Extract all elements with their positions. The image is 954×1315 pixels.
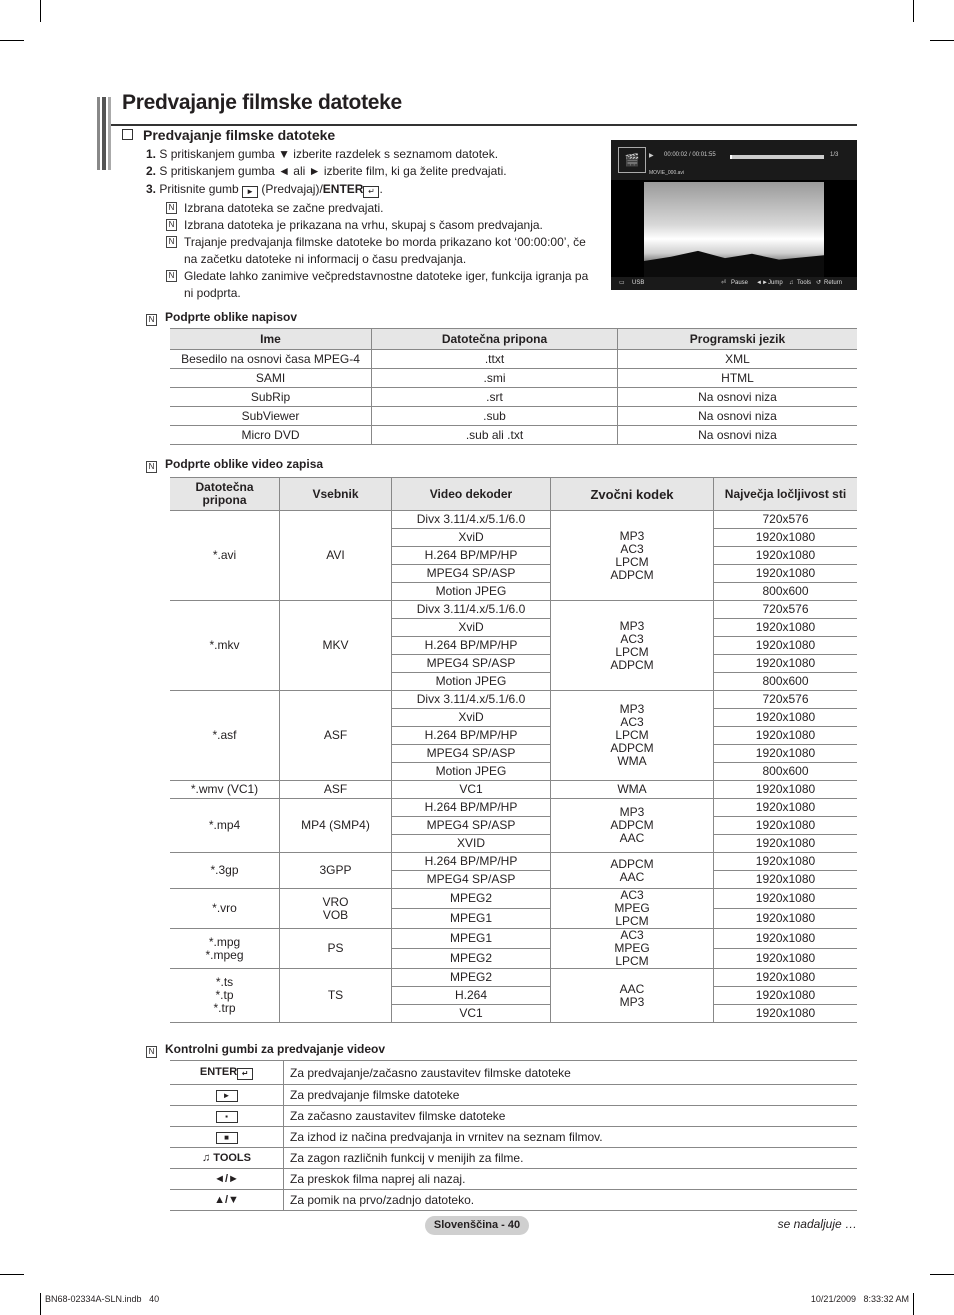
note-1: N Izbrana datoteka se začne predvajati. (166, 200, 596, 217)
video-decoder-cell: XVID (392, 835, 551, 853)
audio-codec-cell: AAC MP3 (551, 969, 714, 1023)
pause-button-icon: ▪ (216, 1111, 238, 1123)
table-row: ▲/▼ Za pomik na prvo/zadnjo datoteko. (170, 1190, 857, 1211)
crop-mark (0, 40, 24, 41)
audio-codec-cell: AC3 MPEG LPCM (551, 889, 714, 929)
column-header: Ime (170, 329, 372, 350)
player-filename: MOVIE_000.avi (649, 170, 685, 176)
table-row: ► Za predvajanje filmske datoteke (170, 1085, 857, 1106)
table-row: SubRip .srt Na osnovi niza (170, 388, 857, 407)
stop-button-icon: ■ (216, 1132, 238, 1144)
crop-mark (913, 0, 914, 22)
subtitles-heading: N Podprte oblike napisov (146, 310, 297, 326)
column-header: Vsebnik (280, 478, 392, 511)
note-icon: N (146, 314, 157, 326)
crop-mark (930, 1274, 954, 1275)
table-row: ■ Za izhod iz načina predvajanja in vrnitev na seznam filmov. (170, 1127, 857, 1148)
crop-mark (40, 0, 41, 22)
audio-codec-cell: ADPCM AAC (551, 853, 714, 889)
resolution-cell: 800x600 (714, 583, 858, 601)
audio-codec-cell: MP3 AC3 LPCM ADPCM (551, 511, 714, 601)
player-time: 00:00:02 / 00:01:55 (664, 152, 716, 158)
file-extension-cell: *.asf (170, 691, 280, 781)
player-pause-hint: Pause (731, 280, 749, 286)
resolution-cell: 1920x1080 (714, 727, 858, 745)
resolution-cell: 1920x1080 (714, 871, 858, 889)
return-hint-icon: ↺ (816, 280, 822, 286)
resolution-cell: 1920x1080 (714, 799, 858, 817)
table-row (170, 853, 857, 871)
resolution-cell: 720x576 (714, 511, 858, 529)
table-row (170, 601, 857, 619)
page-number: Slovenščina - 40 (425, 1216, 529, 1235)
resolution-cell: 1920x1080 (714, 1005, 858, 1023)
video-decoder-cell: MPEG2 (392, 969, 551, 987)
audio-codec-cell: MP3 ADPCM AAC (551, 799, 714, 853)
crop-mark (0, 1274, 24, 1275)
resolution-cell: 1920x1080 (714, 619, 858, 637)
file-extension-cell: *.ts *.tp *.trp (170, 969, 280, 1023)
file-extension-cell: *.mpg *.mpeg (170, 929, 280, 969)
resolution-cell: 1920x1080 (714, 547, 858, 565)
video-decoder-cell: MPEG4 SP/ASP (392, 745, 551, 763)
subtitles-table (170, 328, 857, 445)
video-decoder-cell: MPEG4 SP/ASP (392, 817, 551, 835)
enter-key-icon: ↵ (363, 186, 379, 198)
video-decoder-cell: MPEG4 SP/ASP (392, 655, 551, 673)
table-row: ◄/► Za preskok filma naprej ali nazaj. (170, 1169, 857, 1190)
resolution-cell: 1920x1080 (714, 853, 858, 871)
left-right-keys: ◄/► (170, 1169, 284, 1190)
column-header: Datotečna pripona (372, 329, 618, 350)
step-2: 2. S pritiskanjem gumba ◄ ali ► izberite film, ki ga želite predvajati. (146, 164, 507, 178)
enter-key: ENTER ↵ (170, 1061, 284, 1085)
note-icon: N (166, 270, 177, 282)
resolution-cell: 1920x1080 (714, 949, 858, 969)
resolution-cell: 1920x1080 (714, 655, 858, 673)
note-icon: N (166, 236, 177, 248)
audio-codec-cell: AC3 MPEG LPCM (551, 929, 714, 969)
resolution-cell: 1920x1080 (714, 565, 858, 583)
note-3: N Trajanje predvajanja filmske datoteke bo morda prikazano kot ‘00:00:00’, če na začetku datoteke ni informacij o času predvajanja. (166, 234, 596, 268)
video-decoder-cell: H.264 BP/MP/HP (392, 853, 551, 871)
container-cell: MKV (280, 601, 392, 691)
pause-hint-icon: ⏎ (721, 280, 727, 286)
video-decoder-cell: H.264 (392, 987, 551, 1005)
video-decoder-cell: MPEG4 SP/ASP (392, 565, 551, 583)
resolution-cell: 720x576 (714, 691, 858, 709)
continued-note: se nadaljuje … (777, 1217, 857, 1231)
video-decoder-cell: VC1 (392, 1005, 551, 1023)
up-down-keys: ▲/▼ (170, 1190, 284, 1211)
video-decoder-cell: Motion JPEG (392, 583, 551, 601)
checkbox-bullet-icon (122, 129, 133, 140)
player-progress-bar (730, 155, 824, 159)
table-row (170, 691, 857, 709)
container-cell: PS (280, 929, 392, 969)
film-reel-icon: 🎬 (618, 147, 646, 173)
section-heading-text: Predvajanje filmske datoteke (143, 127, 336, 143)
video-decoder-cell: H.264 BP/MP/HP (392, 547, 551, 565)
container-cell: 3GPP (280, 853, 392, 889)
resolution-cell: 1920x1080 (714, 529, 858, 547)
resolution-cell: 1920x1080 (714, 637, 858, 655)
video-decoder-cell: Motion JPEG (392, 763, 551, 781)
container-cell: TS (280, 969, 392, 1023)
file-extension-cell: *.avi (170, 511, 280, 601)
resolution-cell: 1920x1080 (714, 745, 858, 763)
resolution-cell: 720x576 (714, 601, 858, 619)
jump-hint-icon: ◄► (756, 280, 768, 286)
column-header: Največja ločljivost sti (714, 478, 858, 511)
note-4: N Gledate lahko zanimive večpredstavnostne datoteke iger, funkcija igranja pa ni podprta. (166, 268, 596, 302)
video-decoder-cell: MPEG4 SP/ASP (392, 871, 551, 889)
video-formats-table (170, 477, 857, 1023)
player-bottom-bar (611, 277, 857, 290)
imprint-file: BN68-02334A-SLN.indb 40 (45, 1294, 160, 1304)
resolution-cell: 1920x1080 (714, 709, 858, 727)
step-3: 3. Pritisnite gumb ► (Predvajaj)/ENTER ↵ . (146, 182, 383, 196)
table-row: SubViewer .sub Na osnovi niza (170, 407, 857, 426)
player-jump-hint: Jump (768, 280, 783, 286)
player-screenshot (611, 140, 857, 290)
video-decoder-cell: H.264 BP/MP/HP (392, 727, 551, 745)
container-cell: ASF (280, 691, 392, 781)
note-icon: N (166, 219, 177, 231)
imprint-date: 10/21/2009 8:33:32 AM (810, 1294, 909, 1304)
video-decoder-cell: Divx 3.11/4.x/5.1/6.0 (392, 601, 551, 619)
note-icon: N (146, 461, 157, 473)
resolution-cell: 1920x1080 (714, 889, 858, 909)
resolution-cell: 800x600 (714, 673, 858, 691)
resolution-cell: 1920x1080 (714, 987, 858, 1005)
video-decoder-cell: MPEG2 (392, 889, 551, 909)
file-extension-cell: *.3gp (170, 853, 280, 889)
enter-key-icon: ↵ (237, 1068, 253, 1080)
tools-hint-icon: ♫ (789, 280, 794, 286)
table-row: Besedilo na osnovi časa MPEG-4 .ttxt XML (170, 350, 857, 369)
resolution-cell: 1920x1080 (714, 929, 858, 949)
resolution-cell: 1920x1080 (714, 969, 858, 987)
video-decoder-cell: Divx 3.11/4.x/5.1/6.0 (392, 691, 551, 709)
container-cell: AVI (280, 511, 392, 601)
resolution-cell: 1920x1080 (714, 781, 858, 799)
page-title: Predvajanje filmske datoteke (122, 91, 402, 114)
crop-mark (40, 1293, 41, 1315)
step-1: 1. S pritiskanjem gumba ▼ izberite razdelek s seznamom datotek. (146, 147, 499, 161)
note-icon: N (146, 1046, 157, 1058)
table-row: ♫ TOOLS Za zagon različnih funkcij v menijih za filme. (170, 1148, 857, 1169)
title-rule (111, 124, 857, 126)
table-row: ▪ Za začasno zaustavitev filmske datoteke (170, 1106, 857, 1127)
file-extension-cell: *.vro (170, 889, 280, 929)
video-decoder-cell: MPEG1 (392, 929, 551, 949)
player-top-bar (611, 140, 857, 180)
container-cell: VRO VOB (280, 889, 392, 929)
video-decoder-cell: XviD (392, 619, 551, 637)
table-row: SAMI .smi HTML (170, 369, 857, 388)
crop-mark (930, 40, 954, 41)
audio-codec-cell: WMA (551, 781, 714, 799)
container-cell: ASF (280, 781, 392, 799)
table-row (170, 889, 857, 909)
video-decoder-cell: MPEG2 (392, 949, 551, 969)
note-icon: N (166, 202, 177, 214)
controls-table (170, 1060, 857, 1211)
audio-codec-cell: MP3 AC3 LPCM ADPCM (551, 601, 714, 691)
column-header: Zvočni kodek (551, 478, 714, 511)
controls-heading: N Kontrolni gumbi za predvajanje videov (146, 1042, 385, 1058)
play-indicator-icon: ▶ (649, 153, 654, 159)
column-header: Datotečna pripona (170, 478, 280, 511)
resolution-cell: 1920x1080 (714, 817, 858, 835)
crop-mark (913, 1293, 914, 1315)
play-button-icon: ► (242, 186, 258, 198)
section-heading (122, 127, 335, 143)
video-formats-heading: N Podprte oblike video zapisa (146, 457, 323, 473)
audio-codec-cell: MP3 AC3 LPCM ADPCM WMA (551, 691, 714, 781)
video-decoder-cell: XviD (392, 709, 551, 727)
file-extension-cell: *.mp4 (170, 799, 280, 853)
column-header: Programski jezik (618, 329, 858, 350)
file-extension-cell: *.wmv (VC1) (170, 781, 280, 799)
resolution-cell: 800x600 (714, 763, 858, 781)
table-row (170, 511, 857, 529)
player-source: USB (632, 280, 645, 286)
video-decoder-cell: VC1 (392, 781, 551, 799)
resolution-cell: 1920x1080 (714, 909, 858, 929)
video-decoder-cell: H.264 BP/MP/HP (392, 637, 551, 655)
table-row (170, 929, 857, 949)
table-row (170, 969, 857, 987)
usb-icon: ▭ (619, 280, 625, 286)
column-header: Video dekoder (392, 478, 551, 511)
play-button-icon: ► (216, 1090, 238, 1102)
video-decoder-cell: XviD (392, 529, 551, 547)
video-decoder-cell: Divx 3.11/4.x/5.1/6.0 (392, 511, 551, 529)
video-decoder-cell: H.264 BP/MP/HP (392, 799, 551, 817)
note-2: N Izbrana datoteka je prikazana na vrhu, skupaj s časom predvajanja. (166, 217, 596, 234)
file-extension-cell: *.mkv (170, 601, 280, 691)
table-row (170, 781, 857, 799)
table-row: Micro DVD .sub ali .txt Na osnovi niza (170, 426, 857, 445)
container-cell: MP4 (SMP4) (280, 799, 392, 853)
video-decoder-cell: MPEG1 (392, 909, 551, 929)
player-return-hint: Return (824, 280, 843, 286)
video-decoder-cell: Motion JPEG (392, 673, 551, 691)
player-count: 1/3 (830, 152, 839, 158)
table-row: ENTER ↵ Za predvajanje/začasno zaustavitev filmske datoteke (170, 1061, 857, 1085)
player-tools-hint: Tools (797, 280, 812, 286)
resolution-cell: 1920x1080 (714, 835, 858, 853)
table-row (170, 799, 857, 817)
decorative-side-bars (97, 97, 111, 170)
tools-icon: ♫ (201, 1152, 214, 1164)
